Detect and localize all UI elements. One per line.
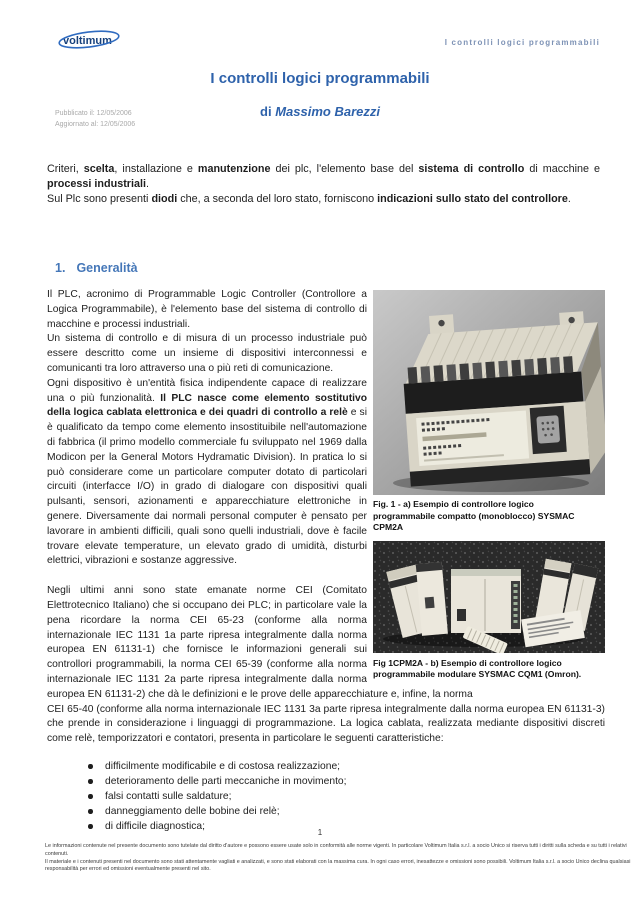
body-paragraph-5: CEI 65-40 (conforme alla norma internazionale IEC 1131 3a parte ripresa integralmente dalla norma europea EN 61131-3) che prende in considerazione i linguaggi di programmazione. La logica cablata, realizzata mediante dispositivi discreti come relè, temporizzatori e contatori, presenta in particolare le seguenti caratteristiche: (47, 703, 605, 745)
figure-column (373, 290, 605, 681)
intro-paragraph-1: Criteri, scelta, installazione e manutenzione dei plc, l'elemento base del sistema di controllo di macchine e processi industriali. (47, 163, 600, 190)
voltimum-logo (55, 28, 129, 52)
byline-prefix: di (260, 104, 276, 119)
section-heading-generalita (55, 261, 138, 275)
figure-2-modular-plc-photo (373, 541, 605, 653)
figure-2-caption: Fig 1CPM2A - b) Esempio di controllore logico programmabile modulare SYSMAC CQM1 (Omron). (373, 657, 582, 679)
body-paragraph-2: Un sistema di controllo e di misura di un processo industriale può essere descritto come un insieme di dispositivi interconnessi e comunicanti tra loro attraverso una o più reti di comunicazione. (47, 333, 367, 374)
list-item: deterioramento delle parti meccaniche in movimento; (105, 774, 605, 789)
body-paragraph-1: Il PLC, acronimo di Programmable Logic Controller (Controllore a Logica Programmabile), è l'elemento base del sistema di controllo di macchine e processi industriali. (47, 289, 367, 330)
footer-line-2: Il materiale e i contenuti presenti nel documento sono stati attentamente vagliati e analizzati, e sono stati elaborati con la massima cura. In ogni caso errori, inesattezze e omissioni sono possibili. Voltimum Italia s.r.l. a socio Unico declina qualsiasi responsabilità per errori ed omissioni eventualmente presenti nel sito. (45, 858, 631, 873)
characteristics-list (47, 759, 605, 834)
list-item: danneggiamento delle bobine dei relè; (105, 804, 605, 819)
body-paragraph-4: Negli ultimi anni sono state emanate norme CEI (Comitato Elettrotecnico Italiano) che si occupano dei PLC; in particolare vale la pena ricordare la norma CEI 65-23 (conforme alla norma internazionale IEC 1131 1a parte ripresa integralmente dalla norma europea EN 61131-1) che fornisce le informazioni generali sui controllori programmabili, la norma CEI 65-39 (conforme alla norma internazionale IEC 1131 2a parte ripresa integralmente dalla norma europea EN 61131-2) che dà le definizioni e le prove delle apparecchiature e, infine, la norma (47, 585, 473, 700)
intro-paragraph-2: Sul Plc sono presenti diodi che, a seconda del loro stato, forniscono indicazioni sullo stato del controllore. (47, 193, 571, 205)
running-header: I controlli logici programmabili (444, 38, 600, 47)
author-name: Massimo Barezzi (275, 104, 380, 119)
list-item: difficilmente modificabile e di costosa realizzazione; (105, 759, 605, 774)
svg-text:voltimum: voltimum (63, 35, 112, 47)
list-item: falsi contatti sulle saldature; (105, 789, 605, 804)
intro-paragraphs (47, 162, 600, 207)
figure-1-compact-plc-photo (373, 290, 605, 495)
main-content (47, 288, 605, 834)
page-title: I controlli logici programmabili (210, 70, 430, 87)
body-paragraph-3: Ogni dispositivo è un'entità fisica indipendente capace di realizzare una o più funzionalità. Il PLC nasce come elemento sostitutivo della logica cablata elettronica e dei quadri di controllo a relè e si è qualificato da tempo come elemento insostituibile nell'automazione di fabbrica (il primo modello commerciale fu sviluppato nel 1969 dalla Modicon per la General Motors Hydramatic Division). In pratica lo si può considerare come un particolare computer dotato di particolari circuiti (interfacce I/O) in grado di dialogare con dispositivi quali pulsanti, sensori, azionamenti e apparecchiature elettroniche in genere. Diversamente dai normali personal computer è pensato per lavorare in ambienti difficili, quali sono quelli industriali, dove è facile trovare elevate temperature, un elevato grado di umidità, disturbi elettrici, vibrazioni e sostanze aggressive. (47, 377, 368, 567)
published-date: Pubblicato il: 12/05/2006 (55, 110, 132, 117)
voltimum-logo-icon (55, 28, 129, 52)
footer-legal (45, 843, 636, 874)
section-title: Generalità (76, 261, 138, 275)
updated-date: Aggiornato al: 12/05/2006 (55, 120, 136, 128)
section-number: 1. (55, 261, 66, 275)
publish-dates (55, 109, 135, 131)
list-item: di difficile diagnostica; (105, 819, 605, 834)
footer-line-1: Le informazioni contenute nel presente documento sono tutelate dal diritto d'autore e possono essere usate solo in conformità alle norme vigenti. In particolare Voltimum Italia s.r.l. a socio Unico si riserva tutti i diritti sulla scheda e su tutti i relativi contenuti. (45, 843, 627, 857)
figure-2-wrapper (373, 541, 605, 681)
figure-1-caption: Fig. 1 - a) Esempio di controllore logico programmabile compatto (monoblocco) SYSMAC CPM2A (373, 499, 575, 532)
page-number: 1 (317, 828, 323, 837)
